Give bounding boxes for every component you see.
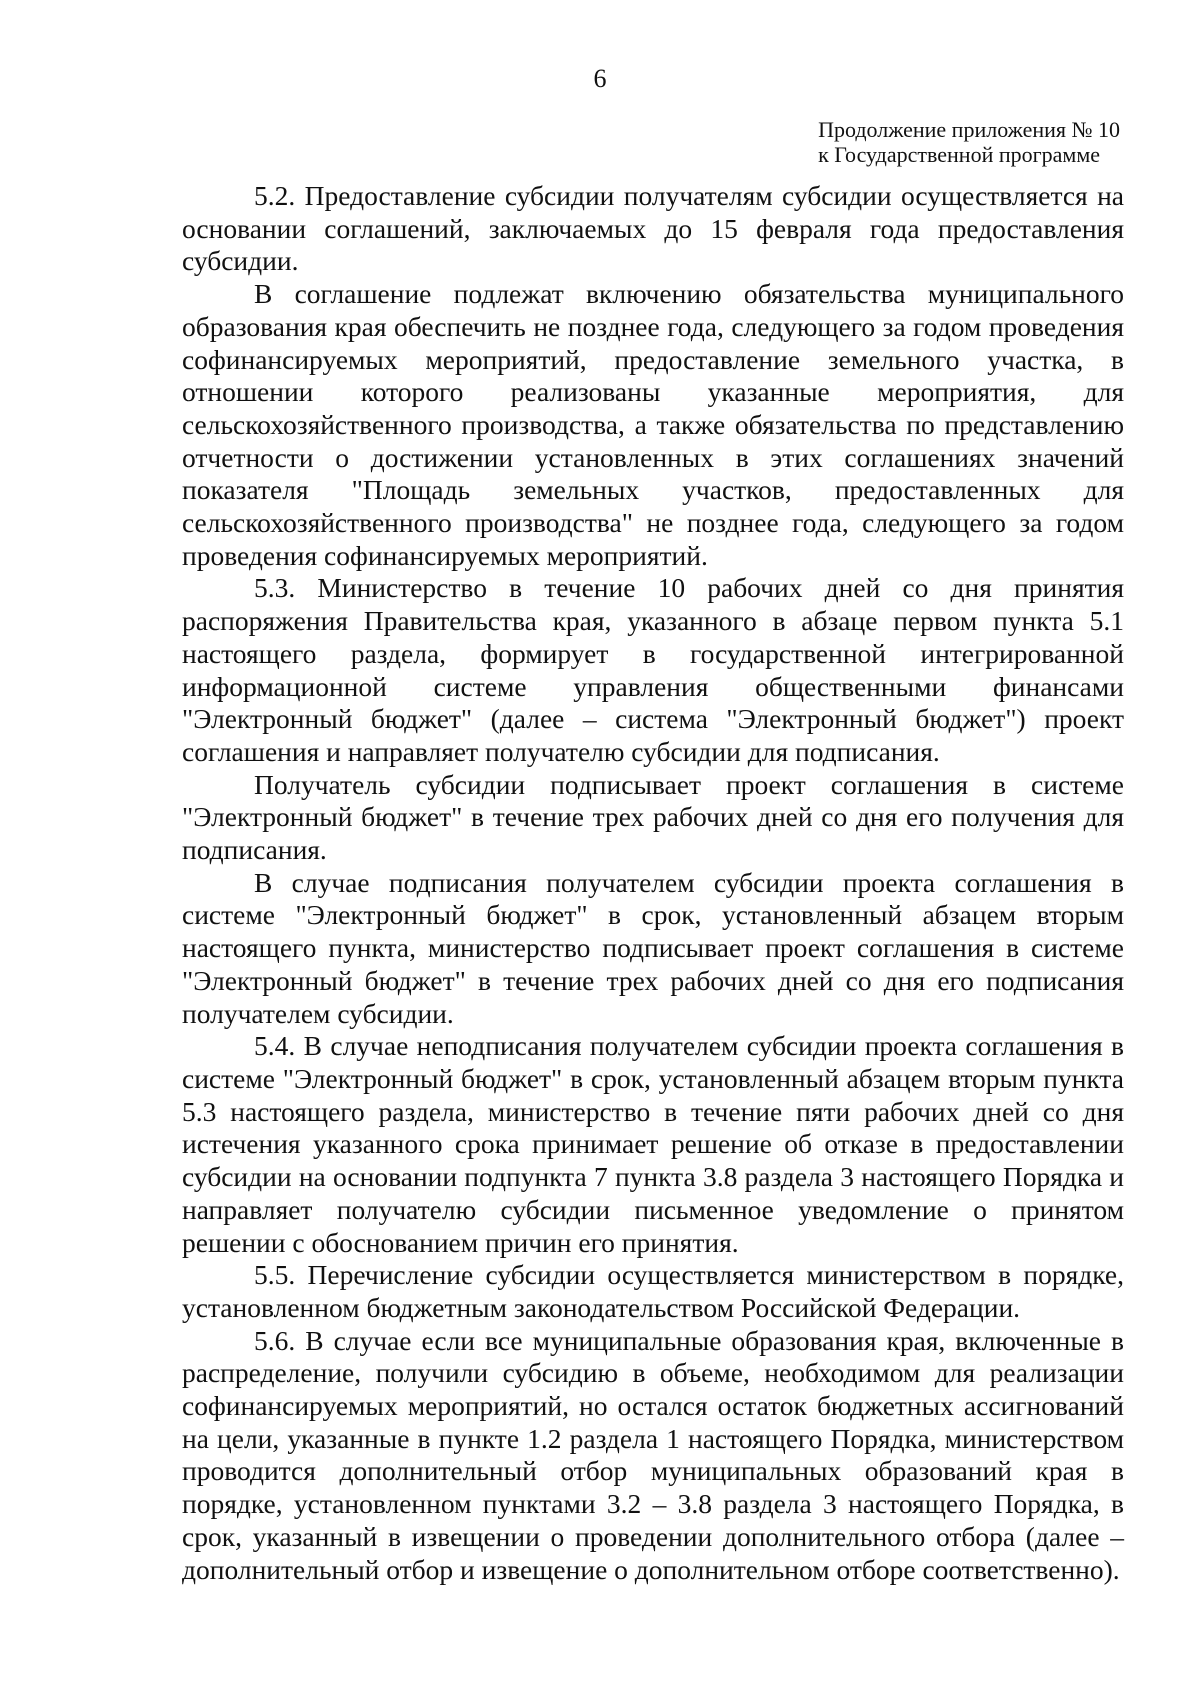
page-number: 6: [593, 64, 607, 93]
document-body: [182, 180, 1124, 1586]
paragraph-5-5: 5.5. Перечисление субсидии осуществляется министерством в порядке, установленном бюджетным законодательством Российской Федерации.: [182, 1259, 1124, 1323]
appendix-header-line-2: к Государственной программе: [818, 142, 1101, 167]
paragraph-5-4: 5.4. В случае неподписания получателем субсидии проекта соглашения в системе "Электронный бюджет" в срок, установленный абзацем вторым пункта 5.3 настоящего раздела, министерство в течение пяти рабочих дней со дня истечения указанного срока принимает решение об отказе в предоставлении субсидии на основании подпункта 7 пункта 3.8 раздела 3 настоящего Порядка и направляет получателю субсидии письменное уведомление о принятом решении с обоснованием причин его принятия.: [182, 1030, 1124, 1258]
paragraph-recipient-signs: Получатель субсидии подписывает проект соглашения в системе "Электронный бюджет" в течение трех рабочих дней со дня его получения для подписания.: [182, 768, 1124, 866]
paragraph-5-2: 5.2. Предоставление субсидии получателям субсидии осуществляется на основании соглашений, заключаемых до 15 февраля года предоставления субсидии.: [182, 180, 1124, 277]
paragraph-ministry-signs: В случае подписания получателем субсидии проекта соглашения в системе "Электронный бюджет" в срок, установленный абзацем вторым настоящего пункта, министерство подписывает проект соглашения в системе "Электронный бюджет" в течение трех рабочих дней со дня его подписания получателем субсидии.: [182, 866, 1124, 1029]
paragraph-5-6: 5.6. В случае если все муниципальные образования края, включенные в распределение, получили субсидию в объеме, необходимом для реализации софинансируемых мероприятий, но остался остаток бюджетных ассигнований на цели, указанные в пункте 1.2 раздела 1 настоящего Порядка, министерством проводится дополнительный отбор муниципальных образований края в порядке, установленном пунктами 3.2 – 3.8 раздела 3 настоящего Порядка, в срок, указанный в извещении о проведении дополнительного отбора (далее – дополнительный отбор и извещение о дополнительном отборе соответственно).: [182, 1324, 1124, 1585]
paragraph-5-3: 5.3. Министерство в течение 10 рабочих дней со дня принятия распоряжения Правительства края, указанного в абзаце первом пункта 5.1 настоящего раздела, формирует в государственной интегрированной информационной системе управления общественными финансами "Электронный бюджет" (далее – система "Электронный бюджет") проект соглашения и направляет получателю субсидии для подписания.: [182, 572, 1124, 767]
appendix-header: [818, 117, 1120, 167]
paragraph-agreement-obligations: В соглашение подлежат включению обязательства муниципального образования края обеспечить не позднее года, следующего за годом проведения софинансируемых мероприятий, предоставление земельного участка, в отношении которого реализованы указанные мероприятия, для сельскохозяйственного производства, а также обязательства по представлению отчетности о достижении установленных в этих соглашениях значений показателя "Площадь земельных участков, предоставленных для сельскохозяйственного производства" не позднее года, следующего за годом проведения софинансируемых мероприятий.: [182, 278, 1124, 571]
appendix-header-line-1: Продолжение приложения № 10: [818, 117, 1120, 142]
